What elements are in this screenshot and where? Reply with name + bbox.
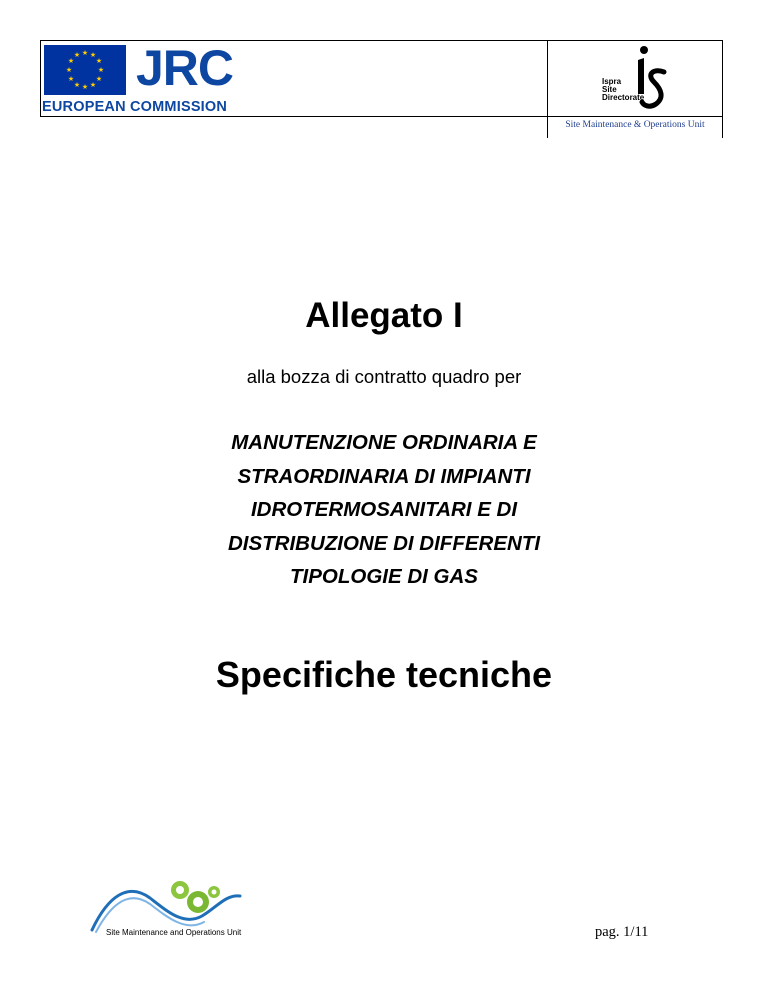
- european-commission-text: EUROPEAN COMMISSION: [42, 99, 228, 115]
- jrc-european-commission-logo: [42, 40, 242, 117]
- contract-title-line: STRAORDINARIA DI IMPIANTI: [237, 464, 531, 488]
- svg-text:★: ★: [89, 51, 97, 59]
- svg-text:★: ★: [73, 51, 81, 59]
- contract-title-line: DISTRIBUZIONE DI DIFFERENTI: [227, 531, 541, 555]
- svg-text:★: ★: [89, 81, 97, 89]
- header-border-right: [722, 40, 723, 138]
- contract-title-line: TIPOLOGIE DI GAS: [290, 565, 478, 588]
- ispra-logo-line: Site: [602, 85, 617, 94]
- unit-caption: Site Maintenance & Operations Unit: [565, 120, 705, 130]
- svg-text:★: ★: [67, 75, 75, 83]
- svg-text:★: ★: [81, 83, 89, 91]
- document-header: [40, 40, 723, 138]
- svg-text:★: ★: [95, 57, 103, 65]
- document-title: Allegato I: [305, 296, 463, 335]
- ispra-logo-text: [602, 77, 645, 102]
- unit-logo-caption: Site Maintenance and Operations Unit: [106, 928, 242, 937]
- contract-title-line: MANUTENZIONE ORDINARIA E: [231, 431, 537, 454]
- svg-text:★: ★: [65, 66, 73, 74]
- contract-title: [150, 426, 618, 594]
- contract-title-line: IDROTERMOSANITARI E DI: [250, 498, 518, 521]
- header-border-left: [40, 40, 41, 117]
- eu-flag-icon: [44, 45, 126, 95]
- svg-text:★: ★: [67, 57, 75, 65]
- svg-text:★: ★: [73, 81, 81, 89]
- svg-text:★: ★: [81, 49, 89, 57]
- page-number: pag. 1/11: [595, 924, 649, 940]
- section-title: Specifiche tecniche: [215, 654, 553, 695]
- ispra-logo-line: Directorate: [602, 93, 645, 102]
- ispra-logo-line: Ispra: [602, 77, 622, 86]
- jrc-logo-text: JRC: [136, 40, 234, 96]
- svg-text:★: ★: [97, 66, 105, 74]
- document-subtitle: alla bozza di contratto quadro per: [246, 366, 522, 387]
- svg-text:★: ★: [95, 75, 103, 83]
